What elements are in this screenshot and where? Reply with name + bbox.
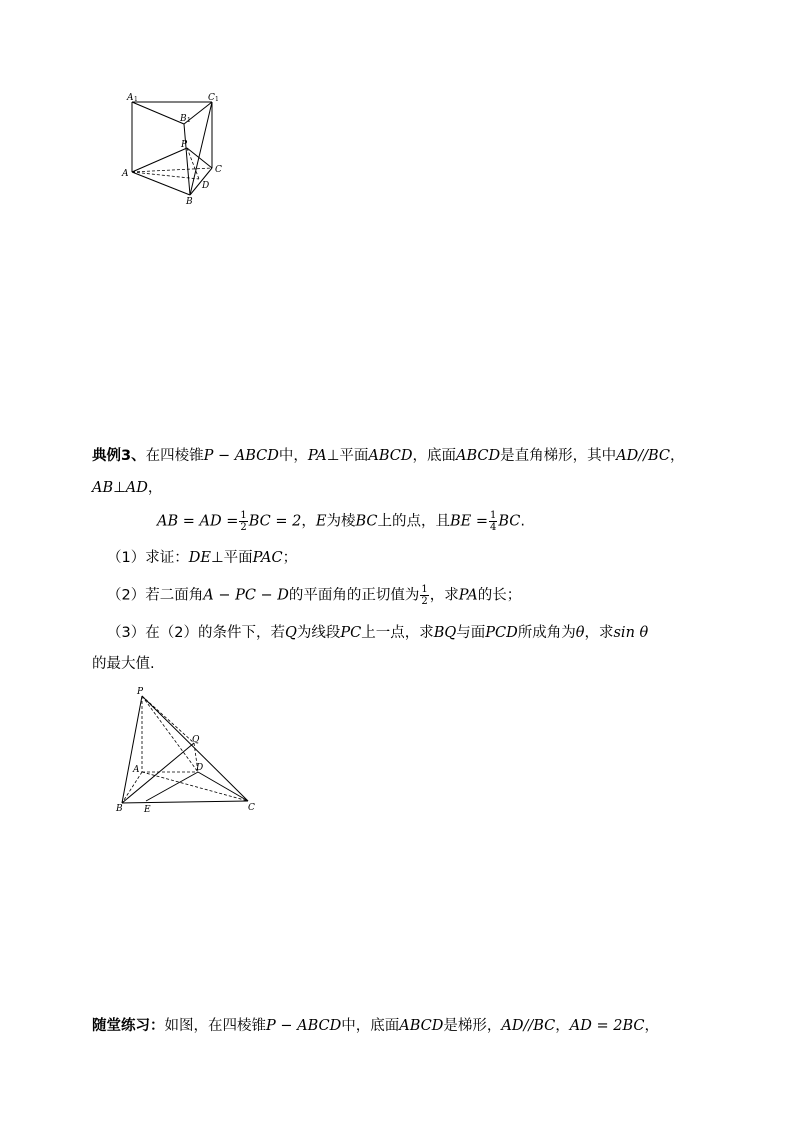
label-a2: A <box>133 765 140 775</box>
label-c: C <box>215 165 222 175</box>
question-2: （2）若二面角A − PC − D的平面角的正切值为 $\frac{1}{2}$ ，求PA的长； <box>107 584 522 607</box>
label-q: Q <box>192 735 200 745</box>
label-c1-sub: 1 <box>215 96 219 103</box>
label-c1: C <box>208 93 215 103</box>
example-line-1: 典例3、在四棱锥P − ABCD中，PA⊥平面ABCD，底面ABCD是直角梯形，其中AD//BC， <box>92 448 685 464</box>
example-line-2: AB⊥AD， <box>92 480 163 496</box>
label-p: P <box>181 140 188 150</box>
label-a1: A <box>127 93 134 103</box>
label-p2: P <box>137 687 144 697</box>
fraction-half-2: $\frac{1}{2}$ <box>421 584 428 607</box>
label-b: B <box>186 197 193 207</box>
label-a1-sub: 1 <box>134 96 138 103</box>
label-c2: C <box>248 803 255 813</box>
label-d2: D <box>196 763 204 773</box>
label-b2: B <box>116 804 123 814</box>
fraction-quarter: $\frac{1}{4}$ <box>489 510 497 533</box>
question-3-cont: 的最大值. <box>92 656 155 672</box>
prism-figure <box>115 90 235 210</box>
practice-title: 随堂练习： <box>92 1018 165 1034</box>
label-e: E <box>144 805 151 815</box>
fraction-half: $\frac{1}{2}$ <box>240 510 247 533</box>
example-title: 典例3、 <box>92 448 146 464</box>
label-b1-sub: 1 <box>187 117 191 124</box>
pyramid-figure <box>112 684 262 816</box>
practice-line: 随堂练习：如图，在四棱锥P − ABCD中，底面ABCD是梯形，AD//BC，AD = 2BC， <box>92 1018 659 1034</box>
question-1: （1）求证：DE⊥平面PAC； <box>107 550 298 566</box>
label-a: A <box>122 169 129 179</box>
example-line-3: AB = AD = $\frac{1}{2}$ BC = 2，E为棱BC上的点，且BE = $\frac{1}{4}$ BC. <box>157 510 525 533</box>
prism-diagram <box>115 90 235 210</box>
label-b1: B <box>180 114 187 124</box>
question-3: （3）在（2）的条件下，若Q为线段PC上一点，求BQ与面PCD所成角为θ，求sin θ <box>107 625 649 641</box>
label-d: D <box>202 181 210 191</box>
pyramid-diagram <box>112 684 262 816</box>
